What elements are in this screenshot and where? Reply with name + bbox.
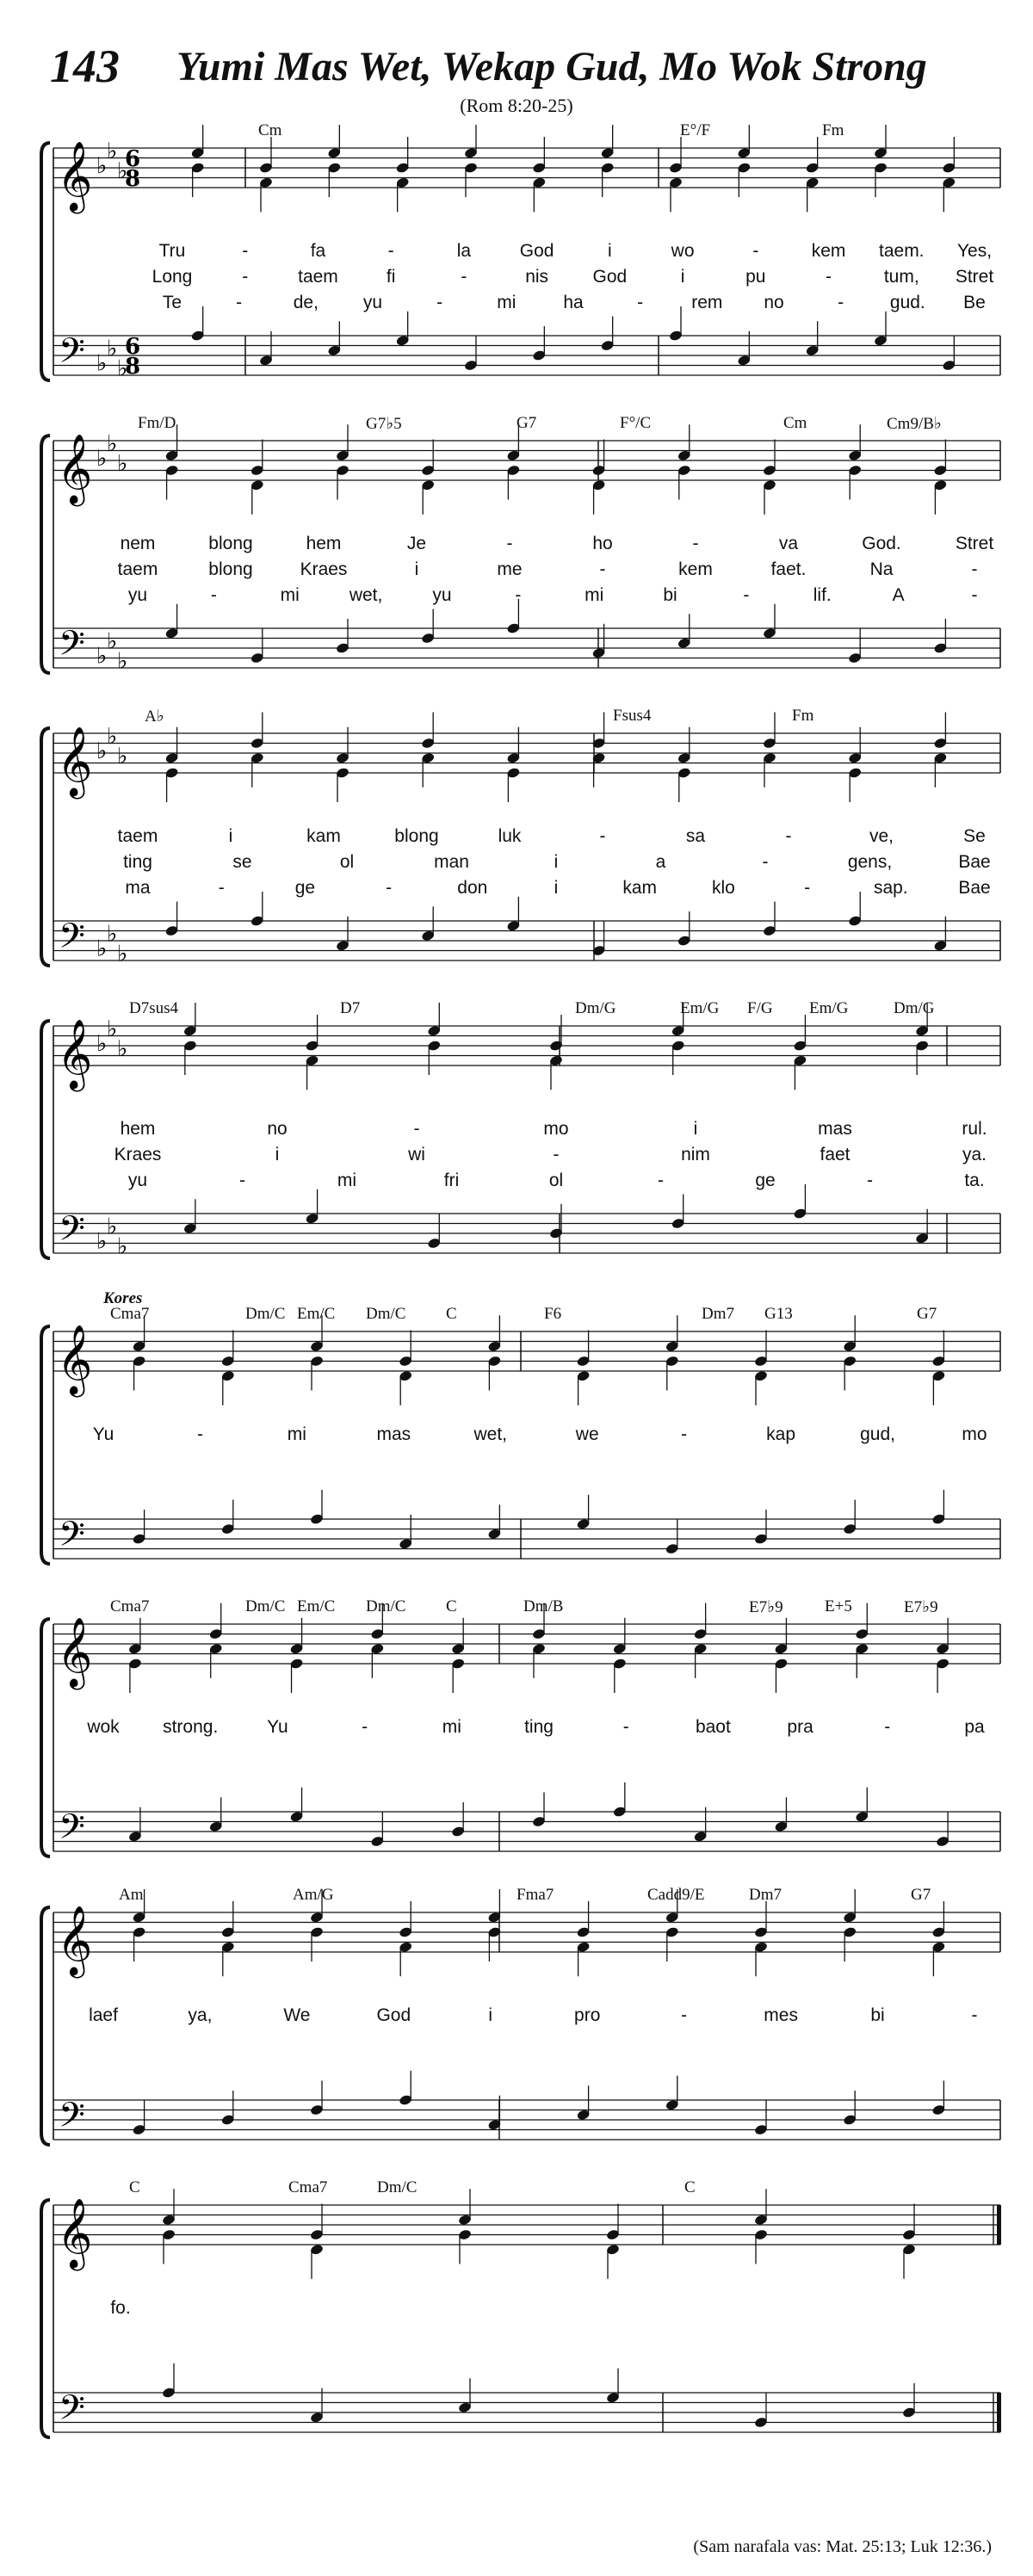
lyric-syllable: - — [239, 1171, 245, 1190]
lyric-syllable: God — [592, 267, 628, 287]
flat-icon: ♭ — [107, 1214, 118, 1240]
chord-symbol: Cma7 — [110, 1597, 150, 1615]
chord-symbol: Cma7 — [110, 1305, 150, 1323]
chord-symbol: G7 — [911, 1886, 931, 1904]
chord-symbol: F°/C — [620, 414, 652, 432]
lyric-syllable: yu — [432, 585, 452, 605]
lyric-syllable: i — [488, 2005, 493, 2025]
lyric-syllable: bi — [663, 585, 677, 605]
lyric-syllable: fi — [386, 267, 396, 287]
lyric-syllable: mo — [962, 1424, 987, 1444]
bass-clef-icon: 𝄢 — [59, 1514, 85, 1563]
bass-staff — [53, 921, 1000, 961]
lyric-syllable: - — [804, 878, 811, 898]
flat-icon: ♭ — [117, 355, 128, 382]
flat-icon: ♭ — [96, 738, 108, 764]
lyric-syllable: - — [826, 267, 832, 287]
bass-clef-icon: 𝄢 — [59, 623, 85, 672]
lyric-syllable: man — [434, 852, 469, 872]
staff-system-graphics — [0, 1889, 1033, 2165]
lyric-syllable: Bae — [958, 878, 991, 898]
lyric-syllable: - — [681, 1424, 688, 1444]
lyric-syllable: nim — [681, 1145, 710, 1164]
lyric-syllable: - — [387, 241, 394, 261]
lyric-syllable: - — [752, 241, 759, 261]
bass-clef-icon: 𝄢 — [59, 2388, 85, 2437]
lyric-syllable: - — [762, 852, 769, 872]
lyric-syllable: pu — [745, 267, 766, 287]
chord-symbol: G7♭5 — [366, 415, 402, 433]
lyric-syllable: Kraes — [300, 559, 348, 579]
chord-symbol: Fsus4 — [613, 707, 652, 725]
system-bracket — [41, 2200, 50, 2437]
system-bracket — [41, 1326, 50, 1564]
lyric-syllable: ol — [339, 852, 355, 872]
bass-staff — [53, 628, 1000, 668]
system-8 — [0, 2178, 1033, 2457]
lyric-syllable: i — [554, 878, 559, 898]
song-number: 143 — [50, 40, 120, 92]
bass-staff — [53, 336, 1000, 375]
lyric-syllable: ting — [123, 852, 152, 872]
treble-staff — [53, 1912, 1000, 1952]
lyric-syllable: God — [376, 2005, 411, 2025]
lyric-syllable: gud. — [889, 293, 925, 312]
lyric-syllable: blong — [394, 826, 439, 846]
lyric-syllable: blong — [208, 534, 253, 553]
flat-icon: ♭ — [96, 446, 108, 472]
chord-symbol: C — [446, 1597, 457, 1615]
chord-symbol: E°/F — [680, 121, 711, 139]
lyric-syllable: - — [658, 1171, 664, 1190]
chord-symbol: Fma7 — [516, 1886, 554, 1904]
flat-icon: ♭ — [96, 936, 108, 962]
lyric-syllable: - — [622, 1717, 629, 1737]
lyric-syllable: don — [457, 878, 488, 898]
lyric-syllable: mi — [280, 585, 300, 605]
lyric-syllable: taem — [298, 267, 338, 287]
lyric-syllable: pra — [787, 1717, 813, 1737]
treble-staff — [53, 1624, 1000, 1664]
lyric-syllable: sap. — [873, 878, 908, 898]
chord-symbol: F/G — [747, 999, 773, 1017]
flat-icon: ♭ — [117, 158, 128, 184]
chord-symbol: Cm — [258, 121, 282, 139]
treble-clef-icon: 𝄞 — [57, 726, 93, 796]
chord-symbol: Am — [119, 1886, 144, 1904]
chord-symbol: G7 — [516, 414, 537, 432]
system-bracket — [41, 1021, 50, 1258]
lyric-syllable: - — [242, 241, 249, 261]
lyric-syllable: i — [275, 1145, 280, 1164]
flat-icon: ♭ — [117, 450, 128, 477]
treble-staff — [53, 441, 1000, 480]
scripture-reference: (Rom 8:20-25) — [460, 95, 573, 116]
chord-symbol: Fm — [792, 707, 814, 725]
lyric-syllable: A — [892, 585, 905, 605]
chord-symbol: Cm9/B♭ — [887, 415, 942, 433]
lyric-syllable: la — [456, 241, 472, 261]
lyric-syllable: baot — [695, 1717, 731, 1737]
lyric-syllable: Se — [963, 826, 986, 846]
lyric-syllable: laef — [89, 2005, 118, 2025]
lyric-syllable: yu — [127, 1171, 148, 1190]
chord-symbol: Cma7 — [288, 2178, 328, 2196]
chord-symbol: Dm7 — [749, 1886, 782, 1904]
flat-icon: ♭ — [117, 648, 128, 675]
lyric-syllable: - — [838, 293, 844, 312]
lyric-syllable: no — [267, 1119, 288, 1139]
lyric-syllable: hem — [306, 534, 342, 553]
lyric-syllable: taem. — [879, 241, 925, 261]
lyric-syllable: - — [196, 1424, 203, 1444]
treble-staff — [53, 733, 1000, 773]
lyric-syllable: wet, — [349, 585, 383, 605]
chord-symbol: Fm — [822, 121, 844, 139]
lyric-syllable: mas — [376, 1424, 411, 1444]
lyric-syllable: mes — [764, 2005, 798, 2025]
flat-icon: ♭ — [107, 430, 118, 457]
lyric-syllable: We — [283, 2005, 311, 2025]
lyric-syllable: sa — [685, 826, 706, 846]
lyric-syllable: Tru — [158, 241, 186, 261]
system-bracket — [41, 436, 50, 673]
lyric-syllable: wo — [671, 241, 695, 261]
bass-clef-icon: 𝄢 — [59, 330, 85, 380]
flat-icon: ♭ — [117, 743, 128, 769]
lyric-syllable: - — [386, 878, 393, 898]
treble-clef-icon: 𝄞 — [57, 1905, 93, 1975]
chord-symbol: G13 — [764, 1305, 793, 1323]
lyric-syllable: Kraes — [114, 1145, 162, 1164]
lyric-syllable: - — [971, 559, 978, 579]
lyric-syllable: ha — [563, 293, 584, 312]
chord-symbol: Em/C — [297, 1597, 336, 1615]
chord-symbol: Dm/C — [366, 1597, 406, 1615]
treble-clef-icon: 𝄞 — [57, 1616, 93, 1687]
lyric-syllable: God. — [862, 534, 901, 553]
lyric-syllable: Yu — [92, 1424, 114, 1444]
lyric-syllable: rul. — [962, 1119, 987, 1139]
lyric-syllable: taem — [117, 826, 158, 846]
lyric-syllable: - — [515, 585, 522, 605]
chord-symbol: Dm/G — [575, 999, 616, 1017]
song-title: Yumi Mas Wet, Wekap Gud, Mo Wok Strong — [176, 44, 927, 90]
lyric-syllable: kam — [622, 878, 658, 898]
lyric-syllable: fo. — [110, 2298, 131, 2318]
chord-symbol: C — [446, 1305, 457, 1323]
system-2 — [0, 414, 1033, 693]
chord-symbol: D7sus4 — [129, 999, 179, 1017]
chord-symbol: Em/C — [297, 1305, 336, 1323]
lyric-syllable: - — [218, 878, 225, 898]
lyric-syllable: - — [436, 293, 443, 312]
treble-clef-icon: 𝄞 — [57, 1018, 93, 1089]
lyric-syllable: i — [228, 826, 233, 846]
flat-icon: ♭ — [96, 1228, 108, 1255]
system-6 — [0, 1597, 1033, 1876]
chord-symbol: E7♭9 — [904, 1598, 938, 1616]
system-7 — [0, 1886, 1033, 2165]
chord-symbol: Fm/D — [138, 414, 176, 432]
lyric-syllable: mi — [337, 1171, 357, 1190]
lyric-syllable: no — [764, 293, 784, 312]
lyric-syllable: Yes, — [956, 241, 993, 261]
lyric-syllable: mo — [543, 1119, 569, 1139]
chord-symbol: F6 — [544, 1305, 562, 1323]
bass-staff — [53, 1519, 1000, 1559]
system-bracket — [41, 143, 50, 380]
lyric-syllable: mi — [287, 1424, 306, 1444]
lyric-syllable: nis — [525, 267, 549, 287]
chord-symbol: C — [684, 2178, 696, 2196]
lyric-syllable: va — [778, 534, 799, 553]
staff-system-graphics — [0, 125, 1033, 400]
lyric-syllable: - — [971, 2005, 978, 2025]
lyric-syllable: mi — [585, 585, 604, 605]
lyric-syllable: ta. — [964, 1171, 985, 1190]
treble-clef-icon: 𝄞 — [57, 140, 93, 211]
lyric-syllable: God — [519, 241, 554, 261]
flat-icon: ♭ — [96, 350, 108, 377]
lyric-syllable: i — [608, 241, 612, 261]
lyric-syllable: - — [236, 293, 243, 312]
lyric-syllable: faet. — [770, 559, 807, 579]
lyric-syllable: - — [553, 1145, 560, 1164]
flat-icon: ♭ — [117, 1233, 128, 1260]
lyric-syllable: - — [210, 585, 217, 605]
flat-icon: ♭ — [107, 723, 118, 750]
lyric-syllable: Be — [963, 293, 986, 312]
lyric-syllable: pro — [574, 2005, 601, 2025]
system-bracket — [41, 1907, 50, 2145]
staff-system-graphics — [0, 1003, 1033, 1278]
staff-system-graphics — [0, 2182, 1033, 2457]
lyric-syllable: hem — [120, 1119, 156, 1139]
chord-symbol: Em/G — [680, 999, 720, 1017]
lyric-syllable: fri — [443, 1171, 460, 1190]
lyric-syllable: wi — [408, 1145, 425, 1164]
bass-staff — [53, 2393, 1000, 2432]
lyric-syllable: luk — [498, 826, 522, 846]
lyric-syllable: - — [599, 826, 606, 846]
lyric-syllable: ho — [592, 534, 613, 553]
lyric-syllable: rem — [691, 293, 723, 312]
section-label: Kores — [103, 1289, 143, 1307]
lyric-syllable: - — [971, 585, 978, 605]
lyric-syllable: kem — [811, 241, 846, 261]
lyric-syllable: nem — [120, 534, 156, 553]
bass-clef-icon: 𝄢 — [59, 2095, 85, 2144]
lyric-syllable: - — [867, 1171, 873, 1190]
lyric-syllable: - — [692, 534, 699, 553]
lyric-syllable: Stret — [955, 534, 994, 553]
flat-icon: ♭ — [107, 138, 118, 164]
chord-symbol: G7 — [917, 1305, 937, 1323]
treble-staff — [53, 2205, 1000, 2245]
lyric-syllable: taem — [117, 559, 158, 579]
flat-icon: ♭ — [107, 921, 118, 948]
lyric-syllable: - — [681, 2005, 688, 2025]
lyric-syllable: mas — [818, 1119, 852, 1139]
lyric-syllable: ting — [524, 1717, 554, 1737]
staff-system-graphics — [0, 1601, 1033, 1876]
lyric-syllable: Te — [162, 293, 182, 312]
lyric-syllable: ma — [125, 878, 151, 898]
chord-symbol: C — [129, 2178, 140, 2196]
lyric-syllable: i — [414, 559, 419, 579]
flat-icon: ♭ — [96, 1031, 108, 1057]
staff-system-graphics — [0, 417, 1033, 693]
footnote: (Sam narafala vas: Mat. 25:13; Luk 12:36.) — [693, 2537, 992, 2556]
system-5 — [0, 1289, 1033, 1584]
system-bracket — [41, 1619, 50, 1856]
chord-symbol: E+5 — [825, 1597, 852, 1615]
system-bracket — [41, 728, 50, 966]
lyric-syllable: ol — [548, 1171, 564, 1190]
lyric-syllable: kem — [678, 559, 713, 579]
lyric-syllable: pa — [964, 1717, 985, 1737]
lyric-syllable: mi — [442, 1717, 461, 1737]
lyric-syllable: ge — [294, 878, 316, 898]
bass-clef-icon: 𝄢 — [59, 1208, 85, 1257]
chord-symbol: Dm/C — [245, 1305, 286, 1323]
lyric-syllable: Long — [152, 267, 193, 287]
time-signature-top: 6 — [124, 146, 141, 172]
flat-icon: ♭ — [96, 643, 108, 670]
treble-clef-icon: 𝄞 — [57, 2197, 93, 2268]
lyric-syllable: i — [680, 267, 685, 287]
lyric-syllable: i — [554, 852, 559, 872]
lyric-syllable: ge — [755, 1171, 776, 1190]
lyric-syllable: - — [413, 1119, 420, 1139]
lyric-syllable: - — [785, 826, 792, 846]
bass-clef-icon: 𝄢 — [59, 1807, 85, 1856]
chord-symbol: Cm — [783, 414, 807, 432]
chord-symbol: Dm/G — [894, 999, 935, 1017]
staff-system-graphics — [0, 710, 1033, 985]
treble-clef-icon: 𝄞 — [57, 433, 93, 503]
lyric-syllable: a — [655, 852, 666, 872]
chord-symbol: Dm/C — [366, 1305, 406, 1323]
system-4 — [0, 999, 1033, 1278]
chord-symbol: Dm7 — [702, 1305, 734, 1323]
lyric-syllable: lif. — [813, 585, 832, 605]
lyric-syllable: Stret — [955, 267, 994, 287]
lyric-syllable: me — [497, 559, 523, 579]
lyric-syllable: - — [362, 1717, 368, 1737]
chord-symbol: Em/G — [809, 999, 849, 1017]
lyric-syllable: ve, — [869, 826, 894, 846]
chord-symbol: Dm/C — [245, 1597, 286, 1615]
lyric-syllable: mi — [497, 293, 516, 312]
bass-clef-icon: 𝄢 — [59, 916, 85, 965]
flat-icon: ♭ — [107, 336, 118, 362]
lyric-syllable: blong — [208, 559, 253, 579]
chord-symbol: Am/G — [293, 1886, 334, 1904]
chord-symbol: Cadd9/E — [647, 1886, 705, 1904]
lyric-syllable: faet — [820, 1145, 851, 1164]
lyric-syllable: yu — [362, 293, 383, 312]
lyric-syllable: we — [575, 1424, 599, 1444]
lyric-syllable: strong. — [163, 1717, 219, 1737]
system-3 — [0, 707, 1033, 985]
lyric-syllable: - — [743, 585, 750, 605]
lyric-syllable: i — [693, 1119, 698, 1139]
lyric-syllable: ya, — [188, 2005, 213, 2025]
lyric-syllable: - — [637, 293, 644, 312]
lyric-syllable: kap — [766, 1424, 796, 1444]
lyric-syllable: Yu — [267, 1717, 288, 1737]
lyric-syllable: - — [884, 1717, 891, 1737]
lyric-syllable: wok — [87, 1717, 120, 1737]
chord-symbol: D7 — [340, 999, 361, 1017]
staff-system-graphics — [0, 1308, 1033, 1584]
lyric-syllable: yu — [127, 585, 148, 605]
chord-symbol: E7♭9 — [749, 1598, 783, 1616]
lyric-syllable: fa — [310, 241, 326, 261]
time-signature-top: 6 — [124, 334, 141, 360]
lyric-syllable: wet, — [473, 1424, 508, 1444]
bass-staff — [53, 2100, 1000, 2140]
time-signature-bottom: 8 — [124, 354, 141, 380]
system-1 — [0, 121, 1033, 400]
lyric-syllable: Bae — [958, 852, 991, 872]
flat-icon: ♭ — [117, 941, 128, 967]
lyric-syllable: de, — [293, 293, 319, 312]
treble-staff — [53, 1331, 1000, 1371]
lyric-syllable: klo — [711, 878, 735, 898]
lyric-syllable: - — [506, 534, 513, 553]
lyric-syllable: gud, — [860, 1424, 895, 1444]
lyric-syllable: Je — [406, 534, 427, 553]
chord-symbol: Dm/B — [523, 1597, 564, 1615]
lyric-syllable: kam — [306, 826, 341, 846]
lyric-syllable: gens, — [847, 852, 893, 872]
lyric-syllable: - — [242, 267, 249, 287]
chord-symbol: Dm/C — [377, 2178, 418, 2196]
chord-symbol: A♭ — [145, 707, 164, 726]
flat-icon: ♭ — [107, 1016, 118, 1042]
lyric-syllable: se — [232, 852, 252, 872]
flat-icon: ♭ — [117, 1035, 128, 1062]
time-signature-bottom: 8 — [124, 166, 141, 192]
lyric-syllable: - — [461, 267, 467, 287]
lyric-syllable: - — [599, 559, 606, 579]
treble-clef-icon: 𝄞 — [57, 1324, 93, 1394]
lyric-syllable: bi — [870, 2005, 885, 2025]
lyric-syllable: tum, — [883, 267, 919, 287]
lyric-syllable: Na — [869, 559, 894, 579]
lyric-syllable: ya. — [962, 1145, 987, 1164]
flat-icon: ♭ — [107, 628, 118, 655]
flat-icon: ♭ — [96, 153, 108, 179]
